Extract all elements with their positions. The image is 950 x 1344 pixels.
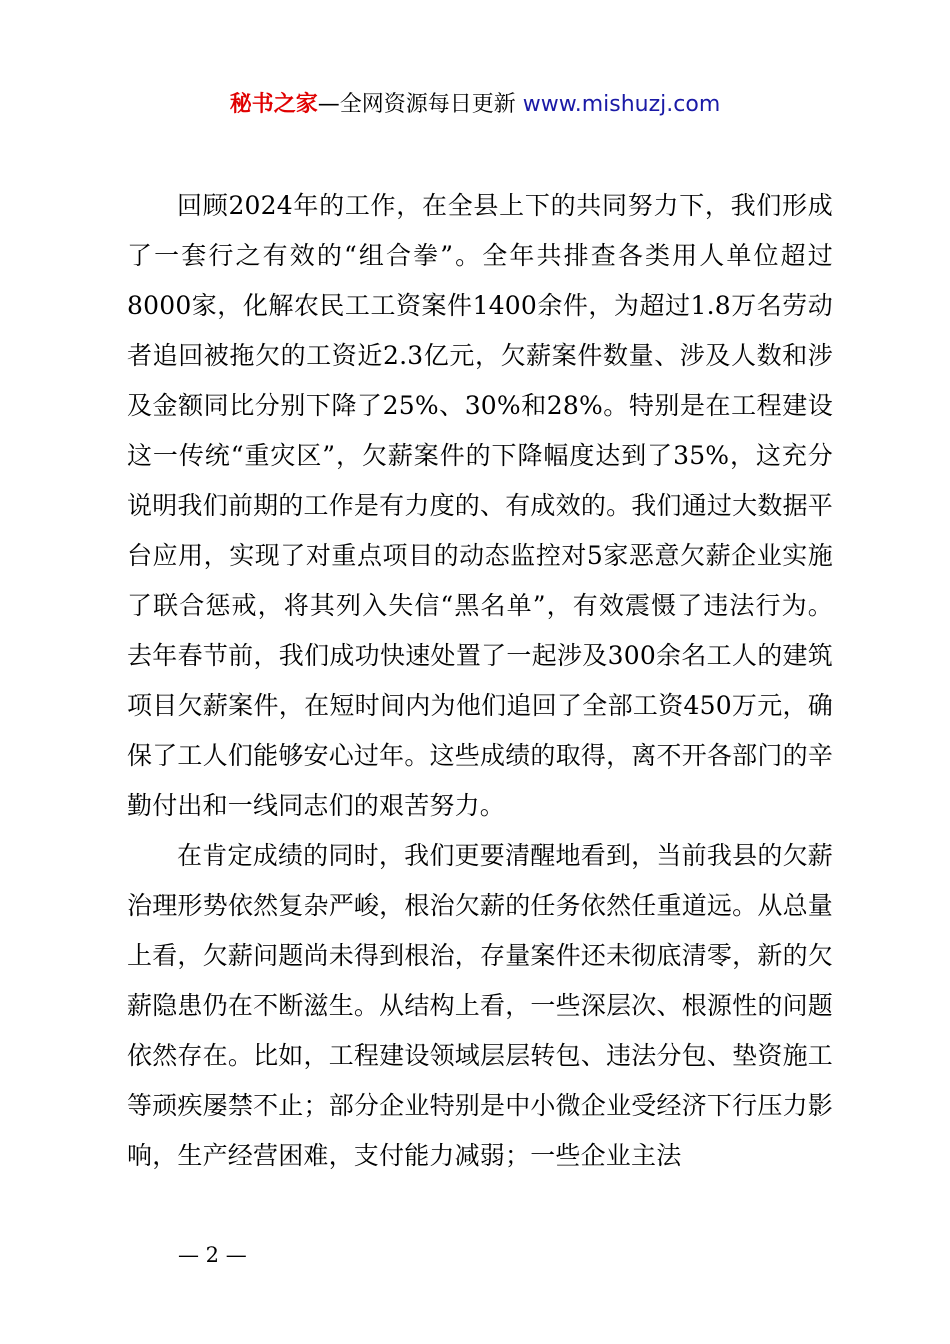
document-body bbox=[127, 181, 833, 1181]
paragraph-achievements: 回顾2024年的工作，在全县上下的共同努力下，我们形成了一套行之有效的“组合拳”。全年共排查各类用人单位超过8000家，化解农民工工资案件1400余件，为超过1.8万名劳动者追回被拖欠的工资近2.3亿元，欠薪案件数量、涉及人数和涉及金额同比分别下降了25%、30%和28%。特别是在工程建设这一传统“重灾区”，欠薪案件的下降幅度达到了35%，这充分说明我们前期的工作是有力度的、有成效的。我们通过大数据平台应用，实现了对重点项目的动态监控对5家恶意欠薪企业实施了联合惩戒，将其列入失信“黑名单”，有效震慑了违法行为。去年春节前，我们成功快速处置了一起涉及300余名工人的建筑项目欠薪案件，在短时间内为他们追回了全部工资450万元，确保了工人们能够安心过年。这些成绩的取得，离不开各部门的辛勤付出和一线同志们的艰苦努力。 bbox=[127, 191, 833, 820]
site-watermark-header bbox=[0, 88, 950, 122]
header-tagline: —全网资源每日更新 bbox=[317, 92, 516, 117]
site-url-link[interactable]: www.mishuzj.com bbox=[522, 92, 721, 117]
brand-name: 秘书之家 bbox=[229, 92, 318, 117]
page-number: — 2 — bbox=[178, 1243, 247, 1267]
paragraph-challenges: 在肯定成绩的同时，我们更要清醒地看到，当前我县的欠薪治理形势依然复杂严峻，根治欠薪的任务依然任重道远。从总量上看，欠薪问题尚未得到根治，存量案件还未彻底清零，新的欠薪隐患仍在不断滋生。从结构上看，一些深层次、根源性的问题依然存在。比如，工程建设领域层层转包、违法分包、垫资施工等顽疾屡禁不止；部分企业特别是中小微企业受经济下行压力影响，生产经营困难，支付能力减弱；一些企业主法 bbox=[127, 841, 833, 1170]
